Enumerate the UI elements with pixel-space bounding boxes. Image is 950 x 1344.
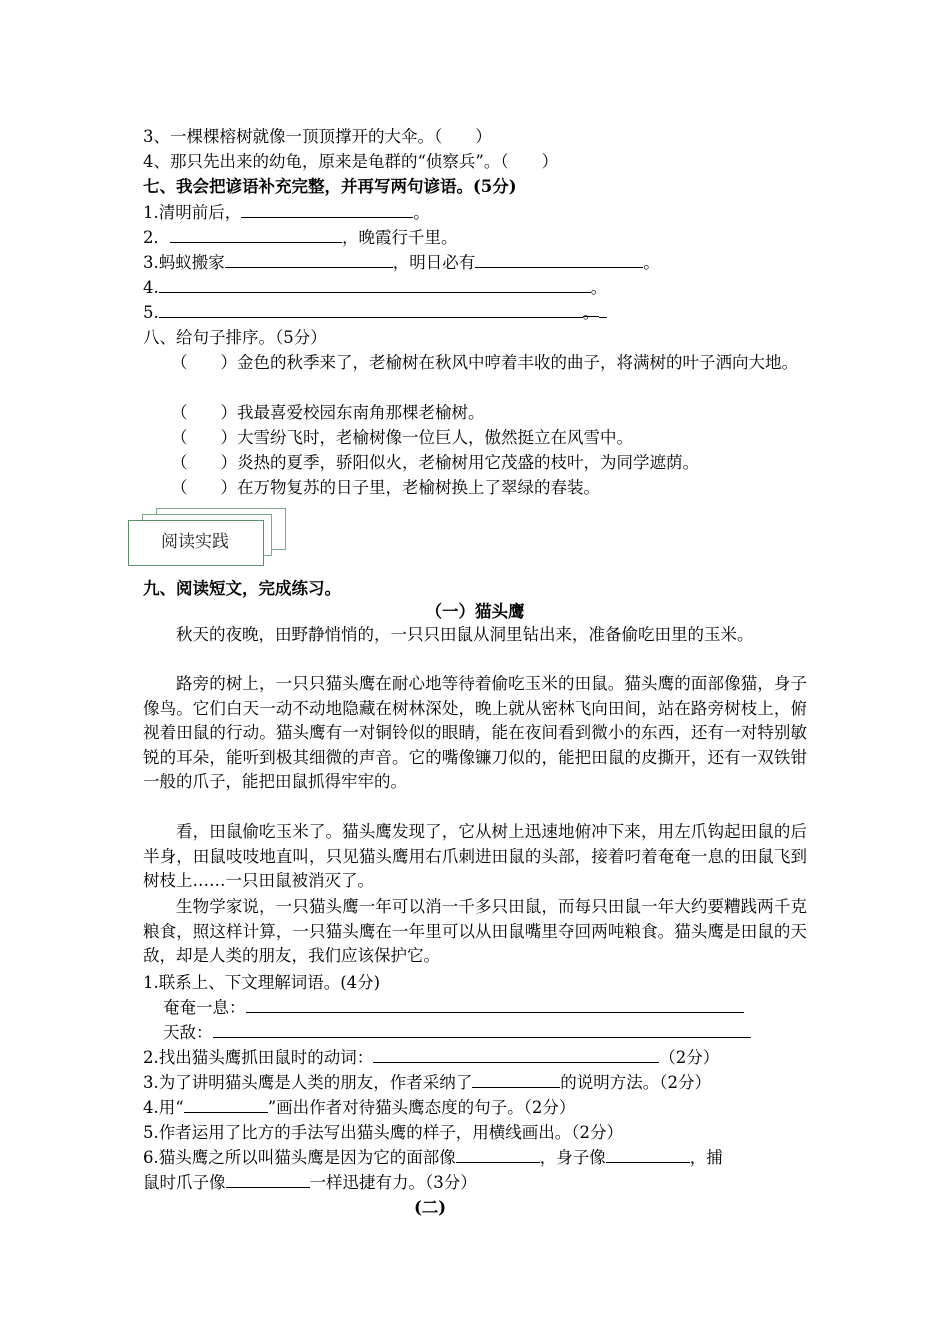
proverb-4-number: 4. xyxy=(143,278,159,297)
passage-2-title: (二) xyxy=(414,1198,447,1217)
question-6-blank-claw[interactable] xyxy=(226,1171,310,1188)
question-2-text: 2.找出猫头鹰抓田鼠时的动词： xyxy=(143,1048,374,1067)
proverb-2-blank[interactable] xyxy=(170,226,342,243)
question-6-claw: 鼠时爪子像 xyxy=(143,1173,226,1192)
question-4-blank xyxy=(184,1096,268,1113)
passage-1-title: （一）猫头鹰 xyxy=(425,602,525,621)
proverb-3-text: 3.蚂蚁搬家 xyxy=(143,253,225,272)
reading-question-2 xyxy=(143,1045,719,1070)
proverb-5-blank[interactable] xyxy=(159,301,583,318)
order-item-1-text: （ ）金色的秋季来了，老榆树在秋风中哼着丰收的曲子，将满树的叶子洒向大地。 xyxy=(171,353,798,372)
badge-label: 阅读实践 xyxy=(161,532,229,552)
reading-practice-badge xyxy=(128,508,288,566)
proverb-2-text: ，晚霞行千里。 xyxy=(342,228,458,247)
vocab-1-blank[interactable] xyxy=(246,996,744,1013)
proverb-line-1 xyxy=(143,200,430,225)
order-item-3: （ ）大雪纷飞时，老榆树像一位巨人，傲然挺立在风雪中。 xyxy=(171,428,633,447)
vocab-1-term: 奄奄一息： xyxy=(163,998,246,1017)
proverb-5-end: 。 xyxy=(583,300,600,317)
proverb-3-blank-b[interactable] xyxy=(475,251,643,268)
proverb-line-4 xyxy=(143,275,607,300)
order-item-5: （ ）在万物复苏的日子里，老榆树换上了翠绿的春装。 xyxy=(171,478,600,497)
question-3-blank[interactable] xyxy=(472,1071,560,1088)
passage-paragraph-1: 秋天的夜晚，田野静悄悄的，一只只田鼠从洞里钻出来，准备偷吃田里的玉米。 xyxy=(176,625,754,644)
proverb-line-5 xyxy=(143,300,607,325)
question-4-text: 4.用“ xyxy=(143,1098,184,1117)
tf-question-3: 3、一棵棵榕树就像一顶顶撑开的大伞。（ ） xyxy=(143,127,492,146)
proverb-1-text: 1.清明前后， xyxy=(143,203,242,222)
passage-paragraph-3: 看，田鼠偷吃玉米了。猫头鹰发现了，它从树上迅速地俯冲下来，用左爪钩起田鼠的后半身，田鼠吱吱地直叫，只见猫头鹰用右爪刺进田鼠的头部，接着叼着奄奄一息的田鼠飞到树枝上……一只田鼠被消灭了。 xyxy=(143,822,807,891)
proverb-3-blank-a[interactable] xyxy=(225,251,393,268)
order-item-2: （ ）我最喜爱校园东南角那棵老榆树。 xyxy=(171,403,485,422)
vocab-line-1 xyxy=(163,995,744,1020)
question-6-blank-face[interactable] xyxy=(456,1146,540,1163)
question-3-text: 3.为了讲明猫头鹰是人类的朋友，作者采纳了 xyxy=(143,1073,473,1092)
proverb-4-blank[interactable] xyxy=(159,276,591,293)
passage-paragraph-2: 路旁的树上，一只只猫头鹰在耐心地等待着偷吃玉米的田鼠。猫头鹰的面部像猫，身子像鸟。它们白天一动不动地隐藏在树林深处，晚上就从密林飞向田间，站在路旁树枝上，俯视着田鼠的行动。猫头鹰有一对铜铃似的眼睛，能在夜间看到微小的东西，还有一对特别敏锐的耳朵，能听到极其细微的声音。它的嘴像镰刀似的，能把田鼠的皮撕开，还有一双铁钳一般的爪子，能把田鼠抓得牢牢的。 xyxy=(143,674,807,792)
section-9-heading: 九、阅读短文，完成练习。 xyxy=(143,579,341,598)
reading-question-4 xyxy=(143,1095,575,1120)
vocab-2-blank[interactable] xyxy=(213,1021,751,1038)
question-3-tail: 的说明方法。（2分） xyxy=(560,1073,711,1092)
question-6-text: 6.猫头鹰之所以叫猫头鹰是因为它的面部像 xyxy=(143,1148,456,1167)
proverb-3-end: 。 xyxy=(643,253,660,272)
reading-question-5: 5.作者运用了比方的手法写出猫头鹰的样子，用横线画出。（2分） xyxy=(143,1123,623,1142)
question-2-blank[interactable] xyxy=(373,1046,659,1063)
proverb-2-number: 2． xyxy=(143,228,170,247)
proverb-5-number: 5. xyxy=(143,303,159,322)
proverb-line-3 xyxy=(143,250,660,275)
question-2-points: （2分） xyxy=(659,1048,720,1067)
reading-question-6-line-2 xyxy=(143,1170,477,1195)
proverb-3-middle: ，明日必有 xyxy=(392,253,476,272)
tf-question-4: 4、那只先出来的幼龟，原来是龟群的“侦察兵”。（ ） xyxy=(143,152,559,171)
section-7-heading: 七、我会把谚语补充完整，并再写两句谚语。(5分) xyxy=(143,177,517,196)
order-item-4: （ ）炎热的夏季，骄阳似火，老榆树用它茂盛的枝叶，为同学遮荫。 xyxy=(171,453,699,472)
proverb-1-blank[interactable] xyxy=(241,201,413,218)
question-4-tail: ”画出作者对待猫头鹰态度的句子。（2分） xyxy=(267,1098,576,1117)
question-6-tail: 一样迅捷有力。（3分） xyxy=(309,1173,477,1192)
proverb-1-end: 。 xyxy=(413,203,430,222)
vocab-line-2 xyxy=(163,1020,751,1045)
reading-question-6-line-1 xyxy=(143,1145,723,1170)
question-6-body: ，身子像 xyxy=(539,1148,606,1167)
vocab-2-term: 天敌： xyxy=(163,1023,213,1042)
reading-question-1: 1.联系上、下文理解词语。(4分) xyxy=(143,973,381,992)
passage-paragraph-4: 生物学家说，一只猫头鹰一年可以消一千多只田鼠，而每只田鼠一年大约要糟践两千克粮食，照这样计算，一只猫头鹰在一年里可以从田鼠嘴里夺回两吨粮食。猫头鹰是田鼠的天敌，却是人类的朋友，我们应该保护它。 xyxy=(143,897,807,966)
question-6-blank-body[interactable] xyxy=(606,1146,690,1163)
order-item-1 xyxy=(143,350,807,375)
question-6-catch: ，捕 xyxy=(689,1148,723,1167)
section-8-heading: 八、给句子排序。（5分） xyxy=(143,328,327,347)
proverb-line-2 xyxy=(143,225,458,250)
reading-question-3 xyxy=(143,1070,711,1095)
proverb-5-tail xyxy=(599,301,607,318)
proverb-4-end: 。 xyxy=(590,278,608,297)
